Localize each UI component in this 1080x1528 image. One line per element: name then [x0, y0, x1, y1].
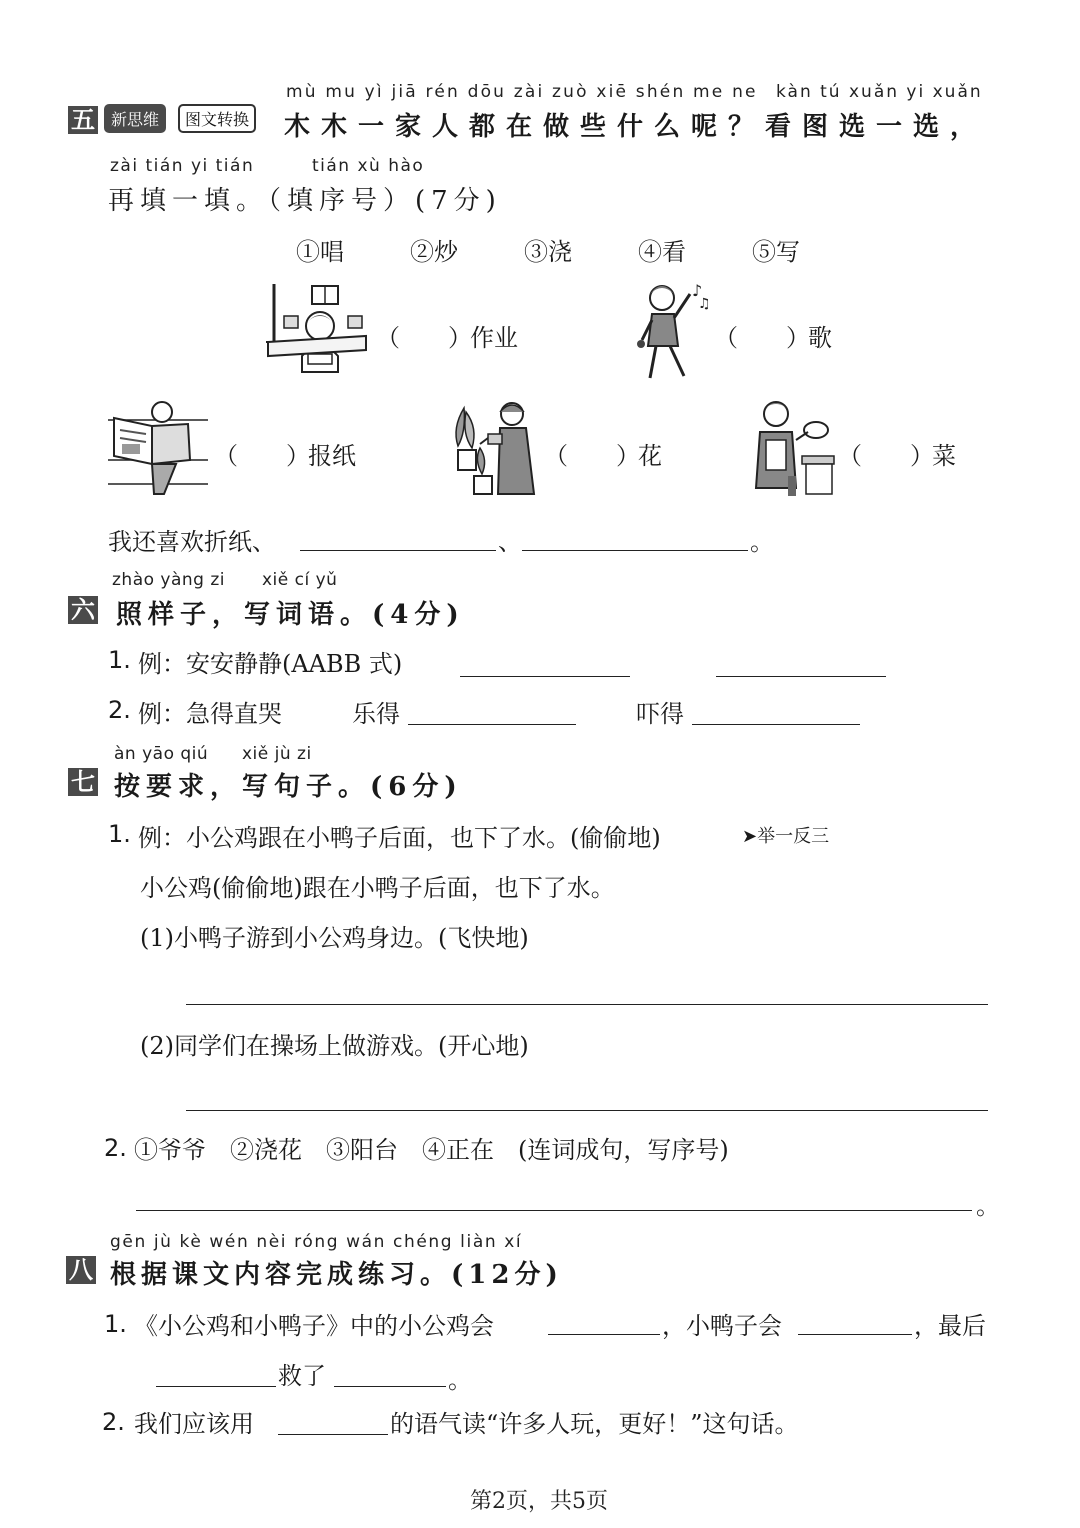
q7-2-label: 2.: [104, 1134, 127, 1162]
q7-1-sub2-blank[interactable]: [186, 1082, 988, 1111]
option-5: ⑤写: [752, 238, 800, 266]
q8-1-blank-3[interactable]: [156, 1358, 276, 1387]
q6-1-example: 例：安安静静(AABB 式): [138, 650, 403, 678]
section6-pinyin-2: xiě cí yǔ: [262, 570, 338, 590]
q7-2-end: 。: [976, 1192, 1000, 1220]
section6-title: 照样子，写词语。(4分): [116, 600, 465, 630]
q7-1-answer: 小公鸡(偷偷地)跟在小鸭子后面，也下了水。: [140, 874, 615, 902]
section7-pinyin-1: àn yāo qiú: [114, 744, 209, 764]
girl-doing-homework-icon: [262, 280, 372, 380]
q8-2-label: 2.: [102, 1408, 125, 1436]
q8-1-blank-2[interactable]: [798, 1306, 912, 1335]
section5-question-line1: 木木一家人都在做些什么呢？看图选一选，: [284, 112, 988, 142]
q6-1-label: 1.: [108, 646, 131, 674]
q6-2-example: 例：急得直哭: [138, 700, 282, 728]
q7-1-example: 例：小公鸡跟在小鸭子后面，也下了水。(偷偷地): [138, 824, 661, 852]
q6-2-prefix-b: 吓得: [636, 700, 684, 728]
q6-2-prefix-a: 乐得: [352, 700, 400, 728]
q6-1-blank-1[interactable]: [460, 648, 630, 677]
pinyin-line-2: zài tián yi tián: [110, 156, 255, 176]
hobby-blank-1[interactable]: [300, 520, 496, 551]
q8-1-text-c: ，最后: [914, 1312, 986, 1340]
q7-1-label: 1.: [108, 820, 131, 848]
section8-pinyin: gēn jù kè wén nèi róng wán chéng liàn xí: [110, 1232, 523, 1252]
q8-1-text-d: 救了: [278, 1362, 326, 1390]
q6-2-blank-a[interactable]: [408, 696, 576, 725]
man-reading-newspaper-icon: [104, 398, 212, 498]
svg-text:♫: ♫: [698, 296, 711, 312]
section6-pinyin-1: zhào yàng zi: [112, 570, 226, 590]
section8-title: 根据课文内容完成练习。(12分): [110, 1260, 563, 1290]
q7-1-sub1-blank[interactable]: [186, 976, 988, 1005]
blank-paren-homework[interactable]: （ ）: [376, 324, 472, 352]
pinyin-line-1: mù mu yì jiā rén dōu zài zuò xiē shén me ne: [286, 82, 758, 102]
option-4: ④看: [638, 238, 686, 266]
section-number-8: 八: [66, 1256, 96, 1284]
hobby-blank-2[interactable]: [522, 520, 748, 551]
q8-1-blank-1[interactable]: [548, 1306, 660, 1335]
q6-2-label: 2.: [108, 696, 131, 724]
q8-2-text-a: 我们应该用: [134, 1410, 254, 1438]
blank-paren-dish[interactable]: （ ）: [838, 442, 934, 470]
word-homework: 作业: [470, 324, 518, 352]
q8-2-text-b: 的语气读“许多人玩，更好！”这句话。: [390, 1410, 799, 1438]
extra-hobby-text: 我还喜欢折纸、: [108, 528, 276, 556]
section7-pinyin-2: xiě jù zi: [242, 744, 312, 764]
word-flower: 花: [638, 442, 662, 470]
q6-1-blank-2[interactable]: [716, 648, 886, 677]
one-to-three-tag: ➤举一反三: [742, 826, 830, 847]
q8-1-text-e: 。: [448, 1366, 472, 1394]
option-2: ②炒: [410, 238, 458, 266]
svg-text:♪: ♪: [692, 281, 703, 300]
q7-2-question: ①爷爷 ②浇花 ③阳台 ④正在 (连词成句，写序号): [134, 1136, 729, 1164]
section-number-6: 六: [68, 596, 98, 624]
q7-1-sub2: (2)同学们在操场上做游戏。(开心地): [140, 1032, 529, 1060]
hobby-end: 。: [750, 528, 774, 556]
word-song: 歌: [808, 324, 832, 352]
section-number-5: 五: [68, 106, 98, 134]
pinyin-line-2b: tián xù hào: [312, 156, 425, 176]
section-number-7: 七: [68, 768, 98, 796]
woman-cooking-icon: [746, 396, 838, 500]
blank-paren-newspaper[interactable]: （ ）: [214, 442, 310, 470]
girl-singing-icon: [632, 278, 712, 384]
q7-2-blank[interactable]: [136, 1184, 972, 1211]
section7-title: 按要求，写句子。(6分): [114, 772, 463, 802]
q7-1-sub1: (1)小鸭子游到小公鸡身边。(飞快地): [140, 924, 529, 952]
q8-1-blank-4[interactable]: [334, 1358, 446, 1387]
picture-text-tag: 图文转换: [178, 104, 256, 133]
new-thinking-tag: 新思维: [104, 104, 166, 133]
grandma-watering-flowers-icon: [444, 398, 540, 500]
blank-paren-song[interactable]: （ ）: [714, 324, 810, 352]
hobby-separator: 、: [498, 528, 522, 556]
page-footer: 第2页，共5页: [470, 1489, 608, 1514]
option-3: ③浇: [524, 238, 572, 266]
q8-1-text-b: ，小鸭子会: [662, 1312, 782, 1340]
q8-1-label: 1.: [104, 1310, 127, 1338]
q8-1-text-a: 《小公鸡和小鸭子》中的小公鸡会: [134, 1312, 494, 1340]
section5-question-line2: 再填一填。（填序号）(7分): [108, 186, 502, 216]
option-1: ①唱: [296, 238, 344, 266]
q6-2-blank-b[interactable]: [692, 696, 860, 725]
word-newspaper: 报纸: [308, 442, 356, 470]
word-dish: 菜: [932, 442, 956, 470]
blank-paren-flower[interactable]: （ ）: [544, 442, 640, 470]
q8-2-blank[interactable]: [278, 1406, 388, 1435]
pinyin-line-1b: kàn tú xuǎn yi xuǎn: [776, 82, 983, 102]
